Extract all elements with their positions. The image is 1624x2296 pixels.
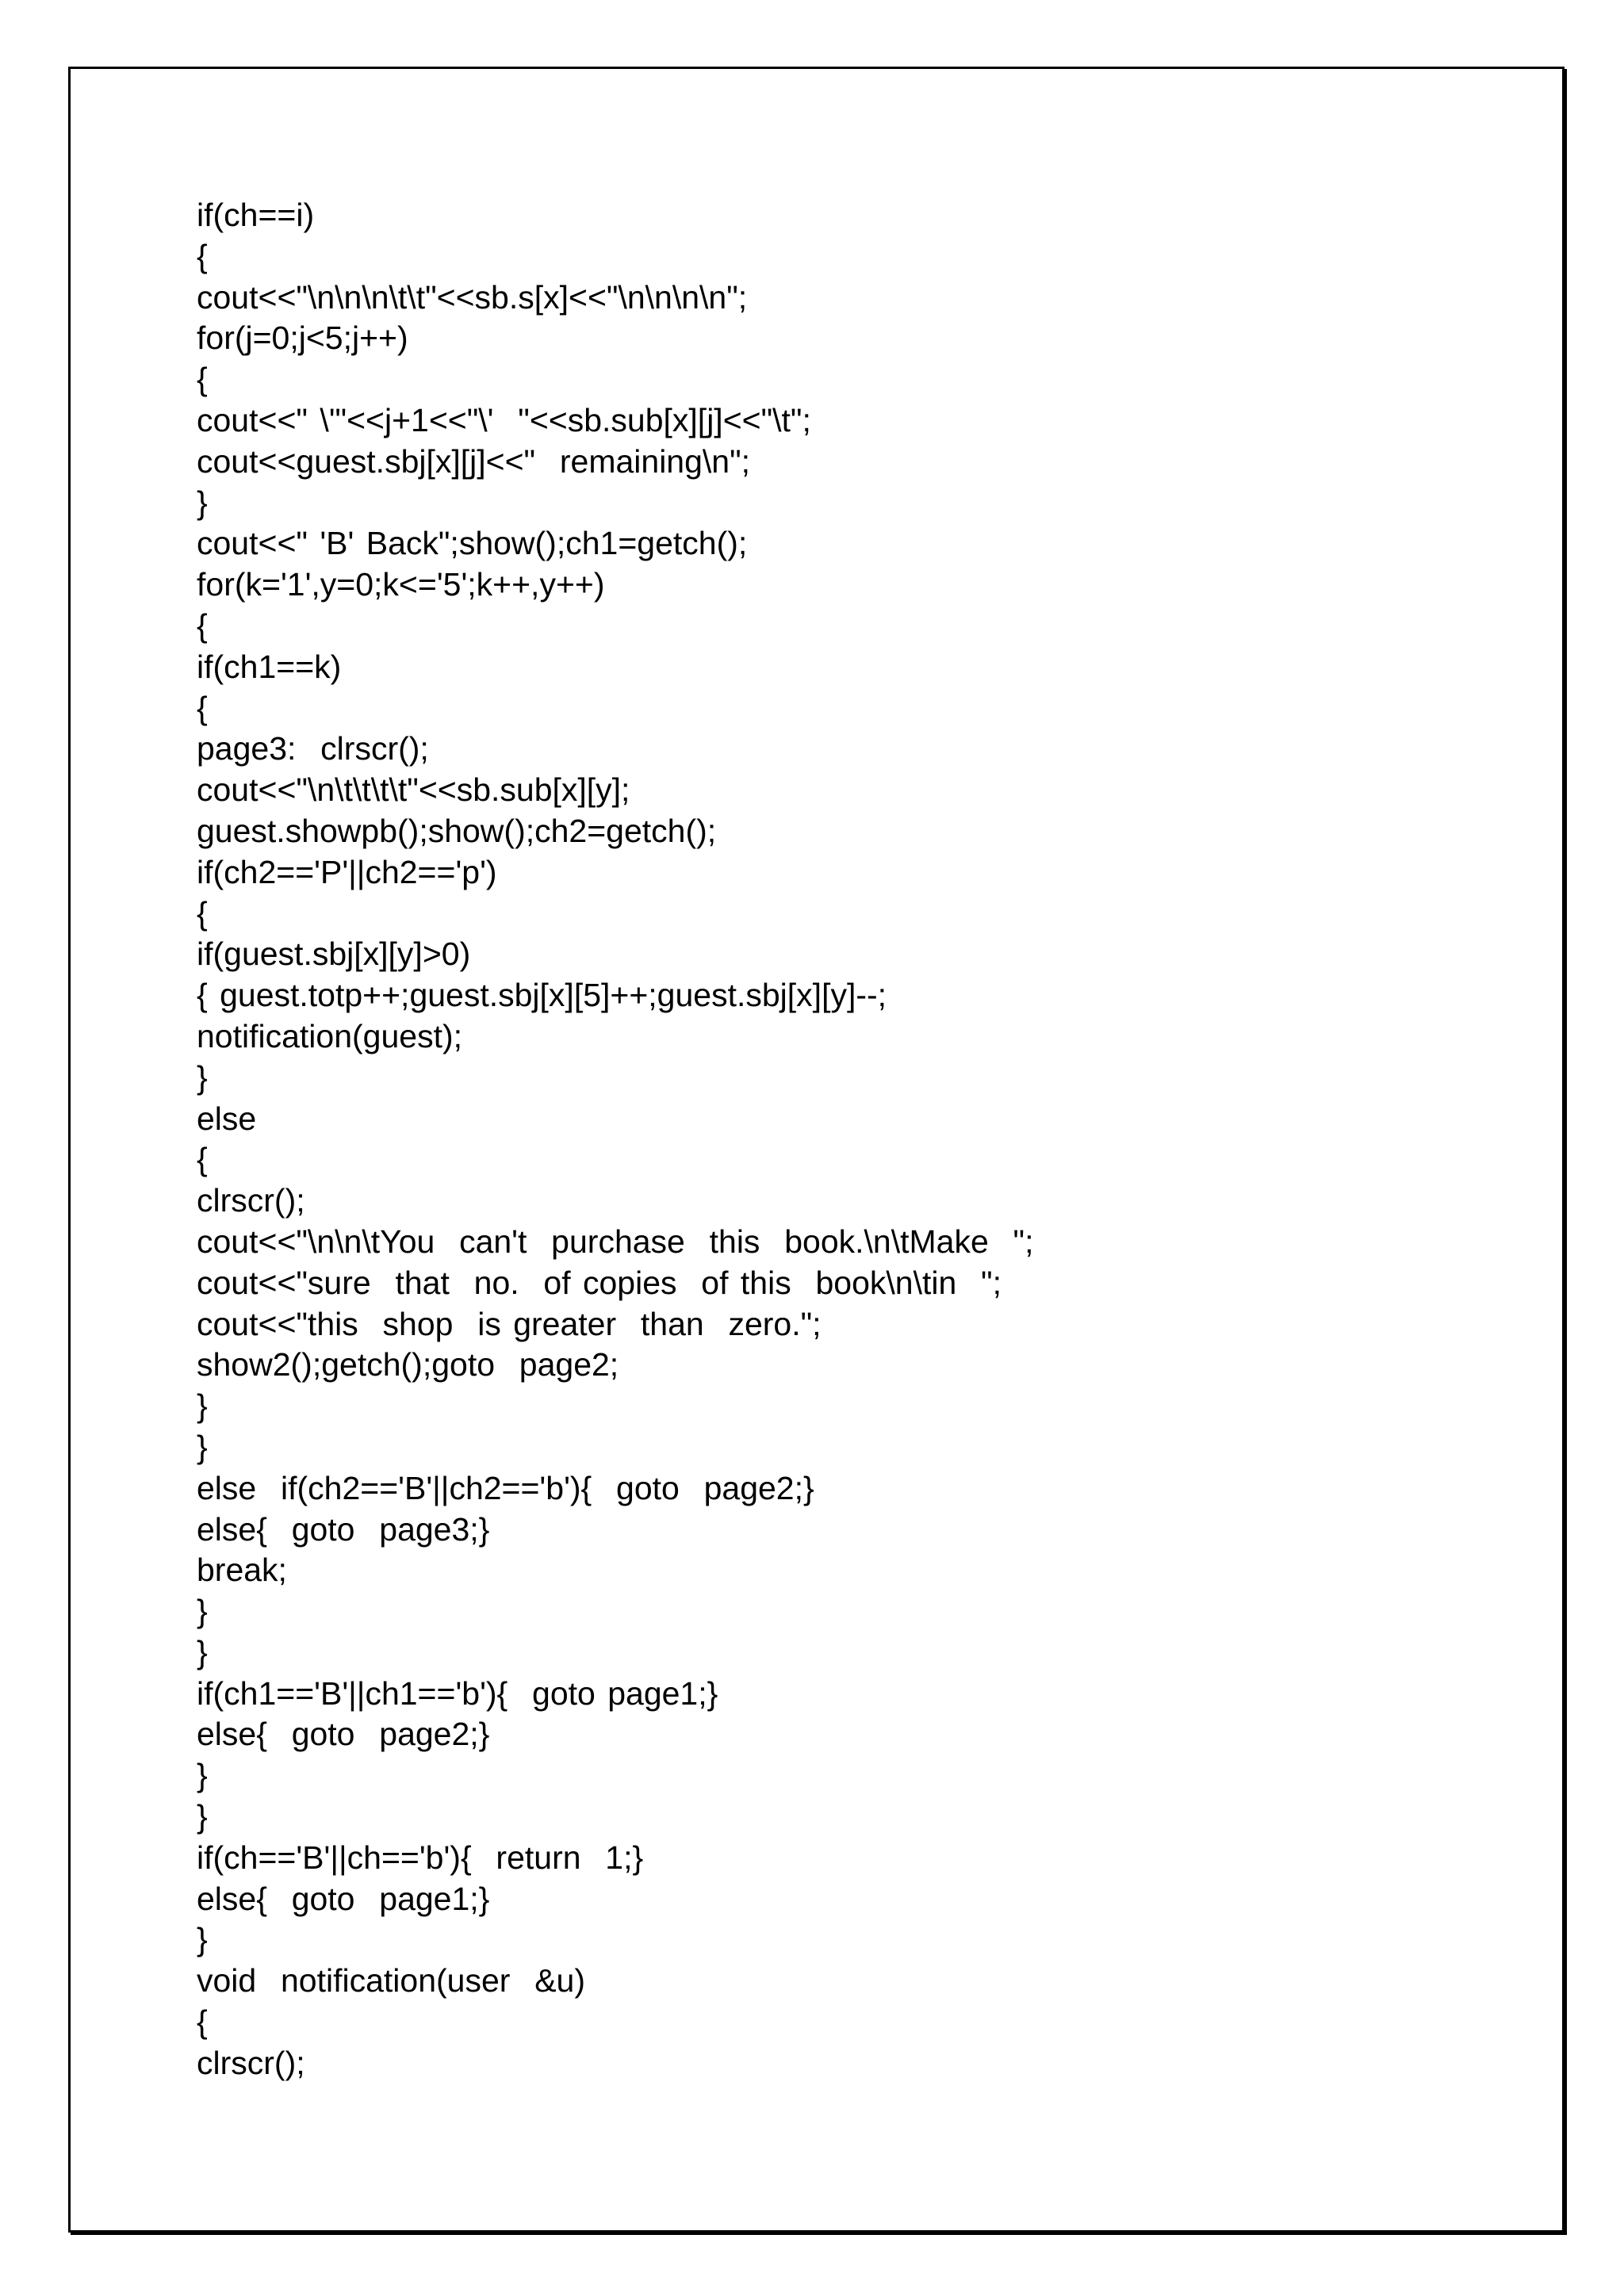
code-line: { bbox=[197, 361, 208, 398]
code-line: cout<<"\n\n\tYou can't purchase this book.\n\tMake "; bbox=[197, 1223, 1034, 1260]
code-line: notification(guest); bbox=[197, 1017, 463, 1054]
code-line: clrscr(); bbox=[197, 1182, 305, 1219]
code-line: cout<<" \'"<<j+1<<"\' "<<sb.sub[x][j]<<"\t"; bbox=[197, 401, 811, 438]
code-line: } bbox=[197, 484, 208, 521]
code-line: cout<<"\n\n\n\t\t"<<sb.s[x]<<"\n\n\n\n"; bbox=[197, 278, 748, 316]
code-line: } bbox=[197, 1921, 208, 1958]
code-line: } bbox=[197, 1798, 208, 1835]
code-listing bbox=[197, 195, 1033, 2084]
code-line: for(j=0;j<5;j++) bbox=[197, 320, 408, 357]
code-line: { bbox=[197, 237, 208, 274]
code-line: if(ch==i) bbox=[197, 197, 315, 233]
code-line: if(ch1=='B'||ch1=='b'){ goto page1;} bbox=[197, 1674, 718, 1712]
code-line: } bbox=[197, 1387, 208, 1425]
code-line: else if(ch2=='B'||ch2=='b'){ goto page2;} bbox=[197, 1469, 814, 1506]
code-line: else{ goto page2;} bbox=[197, 1716, 490, 1753]
code-line: cout<<"sure that no. of copies of this book\n\tin "; bbox=[197, 1264, 1002, 1301]
code-line: else{ goto page1;} bbox=[197, 1880, 490, 1917]
code-line: { guest.totp++;guest.sbj[x][5]++;guest.sbj[x][y]--; bbox=[197, 977, 887, 1014]
code-line: cout<<guest.sbj[x][j]<<" remaining\n"; bbox=[197, 442, 751, 480]
code-line: cout<<"\n\t\t\t\t"<<sb.sub[x][y]; bbox=[197, 771, 630, 809]
code-line: { bbox=[197, 1141, 208, 1178]
code-line: } bbox=[197, 1428, 208, 1465]
code-line: { bbox=[197, 2003, 208, 2041]
code-line: void notification(user &u) bbox=[197, 1962, 586, 1999]
code-line: if(ch1==k) bbox=[197, 648, 342, 685]
code-line: if(ch2=='P'||ch2=='p') bbox=[197, 853, 497, 890]
code-line: cout<<"this shop is greater than zero."; bbox=[197, 1305, 822, 1342]
code-line: if(guest.sbj[x][y]>0) bbox=[197, 936, 471, 973]
code-line: else bbox=[197, 1100, 257, 1137]
code-line: clrscr(); bbox=[197, 2044, 305, 2081]
code-line: break; bbox=[197, 1552, 287, 1589]
code-line: page3: clrscr(); bbox=[197, 730, 429, 767]
code-line: } bbox=[197, 1633, 208, 1670]
code-line: { bbox=[197, 607, 208, 644]
code-line: else{ goto page3;} bbox=[197, 1510, 490, 1548]
code-line: } bbox=[197, 1757, 208, 1794]
code-line: show2();getch();goto page2; bbox=[197, 1346, 619, 1383]
code-line: } bbox=[197, 1058, 208, 1096]
code-line: } bbox=[197, 1593, 208, 1630]
code-line: for(k='1',y=0;k<='5';k++,y++) bbox=[197, 566, 605, 603]
code-line: { bbox=[197, 689, 208, 726]
code-line: if(ch=='B'||ch=='b'){ return 1;} bbox=[197, 1839, 644, 1876]
code-line: cout<<" 'B' Back";show();ch1=getch(); bbox=[197, 525, 748, 562]
code-line: guest.showpb();show();ch2=getch(); bbox=[197, 812, 717, 849]
code-line: { bbox=[197, 894, 208, 932]
